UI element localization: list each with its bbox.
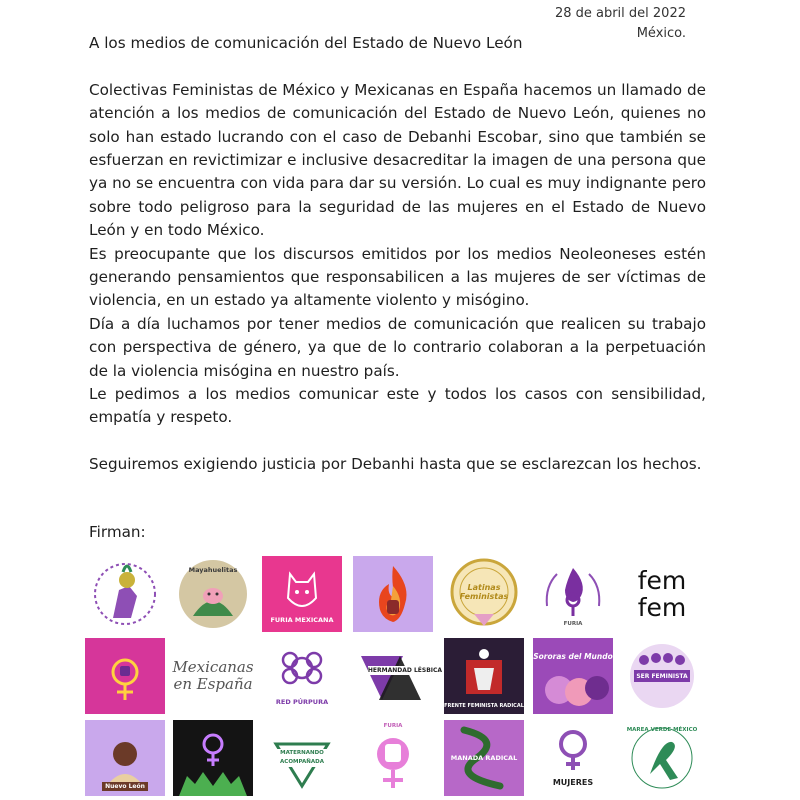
logo-caption: Mexicanas en España [172, 658, 254, 693]
addressee: A los medios de comunicación del Estado de Nuevo León [89, 34, 523, 52]
paragraph-3: Día a día luchamos por tener medios de comunicación que realicen su trabajo con perspectiva de género, ya que de lo contrario colaboran a la perpetuación de la violencia misógina en nuestro país. [89, 314, 706, 380]
logo-caption: Mayahuelitas [188, 565, 238, 574]
sororas-icon [533, 638, 613, 714]
logo-caption: FURIA [383, 722, 403, 729]
maternando-icon [262, 720, 342, 796]
logo-caption: MAREA VERDE MÉXICO [626, 726, 698, 733]
venus-fist-icon [353, 720, 433, 796]
flame-venus-icon [533, 556, 613, 632]
logo-caption: Latinas Feministas [459, 583, 509, 601]
axolotl-icon [173, 556, 253, 632]
women-circle-icon [622, 638, 702, 714]
sororas-nl-icon [85, 720, 165, 796]
paragraph-4: Le pedimos a los medios comunicar este y todos los casos con sensibilidad, empatía y respeto. [89, 385, 706, 427]
red-purpura-icon [262, 638, 342, 714]
logo-caption: FRENTE FEMINISTA RADICAL [444, 702, 524, 709]
signatory-logos [80, 550, 720, 800]
paragraph-1: Colectivas Feministas de México y Mexicanas en España hacemos un llamado de atención a los medios de comunicación del Estado de Nuevo León, quienes no solo han estado lucrando con el caso de Debanhi Escobar, sino que también se esfuerzan en revictimizar e inclusive desacreditar la imagen de una persona que ya no se encuentra con vida para dar su versión. Lo cual es muy indignante pero sobre todo peligroso para la seguridad de las mujeres en el Estado de Nuevo León y en todo México. [89, 80, 706, 240]
marea-verde-icon [622, 720, 702, 796]
brujas-hand-icon [85, 556, 165, 632]
logo-caption: FURIA MEXICANA [270, 615, 334, 624]
logo-caption: SER FEMINISTA [636, 672, 688, 680]
logo-caption: MATERNANDO ACOMPAÑADA [262, 749, 342, 767]
logo-caption: MUJERES [552, 777, 594, 787]
venus-fist-icon [85, 638, 165, 714]
femfem-wordmark-icon [622, 556, 702, 632]
frente-feminista-icon [444, 638, 524, 714]
fire-fist-icon [353, 556, 433, 632]
latinas-badge-icon [444, 556, 524, 632]
script-wordmark-icon [173, 638, 253, 714]
logo-caption: HERMANDAD LÉSBICA [367, 666, 443, 674]
paragraph-2: Es preocupante que los discursos emitidos por los medios Neoleoneses estén generando pensamientos que responsabilicen a las mujeres de ser víctimas de violencia, en un estado ya altamente violento y misógino. [89, 244, 706, 310]
snake-icon [444, 720, 524, 796]
hands-venus-icon [173, 720, 253, 796]
logo-caption: Sororas del Mundo [533, 651, 613, 661]
signatures-label: Firman: [89, 523, 146, 541]
logo-caption: Nuevo León [102, 782, 148, 791]
logo-caption: RED PÚRPURA [275, 697, 329, 706]
logo-caption: fem fem [637, 566, 687, 622]
face-icon [262, 556, 342, 632]
logo-caption: FURIA [563, 620, 583, 627]
letter-date: 28 de abril del 2022 [554, 6, 686, 21]
logo-caption: MANADA RADICAL [450, 753, 518, 762]
letter-body [89, 32, 706, 477]
venus-icon [533, 720, 613, 796]
closing-paragraph: Seguiremos exigiendo justicia por Debanhi hasta que se esclarezcan los hechos. [89, 455, 702, 474]
letter-place: México. [636, 26, 686, 41]
triangle-icon [353, 638, 443, 714]
